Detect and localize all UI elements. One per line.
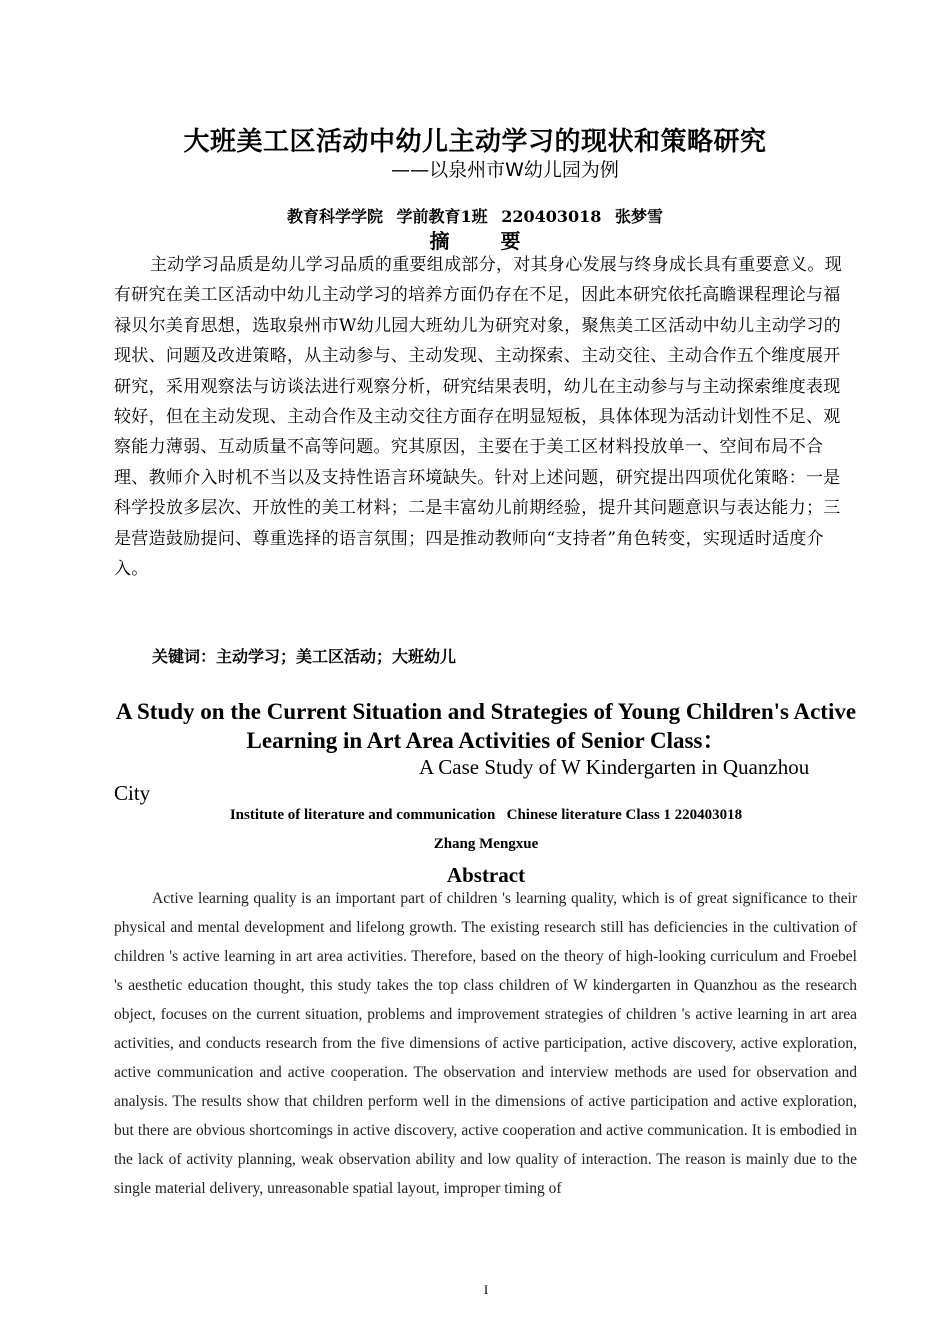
english-author-name: Zhang Mengxue [433, 836, 539, 852]
chinese-subtitle [0, 156, 950, 184]
chinese-title: 大班美工区活动中幼儿主动学习的现状和策略研究 [183, 127, 767, 157]
english-abstract-heading: Abstract [446, 863, 526, 887]
chinese-author-line: 教育科学学院 学前教育1班 220403018 张梦雪 [286, 207, 664, 226]
english-author-line: Institute of literature and communication Chinese literature Class 1 220403018 [229, 807, 743, 823]
english-title: A Study on the Current Situation and Strategies of Young Children's Active Learning in Art Area Activities of Senior Class： [115, 699, 857, 753]
chinese-abstract-body: 主动学习品质是幼儿学习品质的重要组成部分，对其身心发展与终身成长具有重要意义。现有研究在美工区活动中幼儿主动学习的培养方面仍存在不足，因此本研究依托高瞻课程理论与福禄贝尔美育思想，选取泉州市W幼儿园大班幼儿为研究对象，聚焦美工区活动中幼儿主动学习的现状、问题及改进策略，从主动参与、主动发现、主动探索、主动交往、主动合作五个维度展开研究，采用观察法与访谈法进行观察分析，研究结果表明，幼儿在主动参与与主动探索维度表现较好，但在主动发现、主动合作及主动交往方面存在明显短板，具体体现为活动计划性不足、观察能力薄弱、互动质量不高等问题。究其原因，主要在于美工区材料投放单一、空间布局不合理、教师介入时机不当以及支持性语言环境缺失。针对上述问题，研究提出四项优化策略：一是科学投放多层次、开放性的美工材料；二是丰富幼儿前期经验，提升其问题意识与表达能力；三是营造鼓励提问、尊重选择的语言氛围；四是推动教师向“支持者”角色转变，实现适时适度介入。 [114, 255, 842, 580]
chinese-subtitle-text: ——以泉州市W幼儿园为例 [391, 159, 619, 181]
chinese-abstract-heading: 摘 要 [429, 229, 543, 253]
english-subtitle: A Case Study of W Kindergarten in Quanzhou City [114, 755, 810, 805]
english-abstract-body: Active learning quality is an important part of children 's learning quality, which is of great significance to their physical and mental development and lifelong growth. The existing research still has deficiencies in the cultivation of children 's active learning in art area activities. Therefore, based on the theory of high-looking curriculum and Froebel 's aesthetic education thought, this study takes the top class children of W kindergarten in Quanzhou as the research object, focuses on the current situation, problems and improvement strategies of children 's active learning in art area activities, and conducts research from the five dimensions of active participation, active discovery, active exploration, active communication and active cooperation. The observation and interview methods are used for observation and analysis. The results show that children perform well in the dimensions of active participation and active exploration, but there are obvious shortcomings in active discovery, active cooperation and active communication. It is embodied in the lack of activity planning, weak observation ability and low quality of interaction. The reason is mainly due to the single material delivery, unreasonable spatial layout, improper timing of [114, 890, 857, 1197]
page-number: I [483, 1282, 489, 1297]
chinese-keywords: 关键词：主动学习；美工区活动；大班幼儿 [152, 647, 457, 666]
